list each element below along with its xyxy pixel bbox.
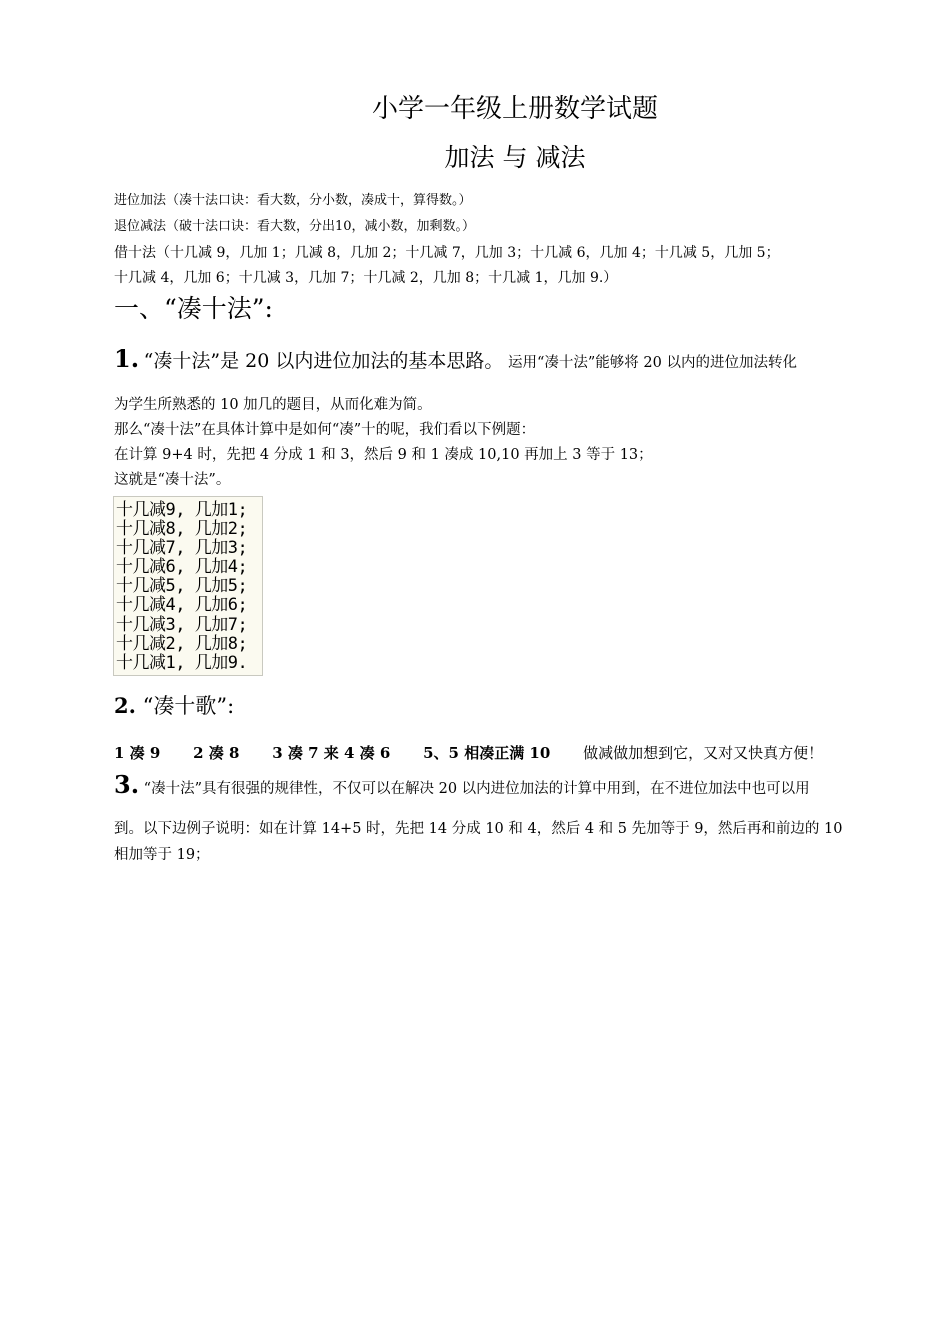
paragraph-3-line3: 相加等于 19； xyxy=(114,847,210,863)
rule-jinwei: 进位加法（凑十法口诀：看大数，分小数，凑成十，算得数。） xyxy=(114,193,472,208)
paragraph-1-number: 1. xyxy=(114,344,140,373)
mnemonic-line: 十几减8, 几加2; xyxy=(116,519,248,540)
paragraph-2-number: 2. xyxy=(114,693,136,718)
paragraph-3-line2: 到。以下边例子说明：如在计算 14+5 时，先把 14 分成 10 和 4，然后 4 和 5 先加等于 9，然后再和前边的 10 xyxy=(114,821,843,837)
mnemonic-line: 十几减7, 几加3; xyxy=(116,538,248,559)
paragraph-1-line3: 那么“凑十法”在具体计算中是如何“凑”十的呢，我们看以下例题： xyxy=(114,422,536,438)
paragraph-1-tail: 运用“凑十法”能够将 20 以内的进位加法转化 xyxy=(507,355,797,371)
paragraph-3-number: 3. xyxy=(114,770,140,799)
song-pair-4: 5、5 相凑正满 10 xyxy=(423,744,551,762)
paragraph-3-text: “凑十法”具有很强的规律性，不仅可以在解决 20 以内进位加法的计算中用到，在不进位加法中也可以用 xyxy=(143,781,810,797)
song-pair-2: 2 凑 8 xyxy=(193,744,240,762)
document-title: 小学一年级上册数学试题 xyxy=(371,94,658,124)
mnemonic-line: 十几减1, 几加9. xyxy=(116,652,248,673)
paragraph-1-line4: 在计算 9+4 时，先把 4 分成 1 和 3，然后 9 和 1 凑成 10,10 再加上 3 等于 13； xyxy=(114,447,653,463)
paragraph-3-line1 xyxy=(114,770,810,799)
paragraph-1-line1 xyxy=(114,344,797,373)
rule-tuiwei: 退位减法（破十法口诀：看大数，分出10，减小数，加剩数。） xyxy=(114,219,476,234)
section-heading: 一、“凑十法”: xyxy=(114,294,273,323)
paragraph-1-lead: “凑十法”是 20 以内进位加法的基本思路。 xyxy=(143,350,504,372)
document-subtitle: 加法 与 减法 xyxy=(444,143,586,172)
mnemonic-line: 十几减6, 几加4; xyxy=(116,557,248,578)
mnemonic-line: 十几减4, 几加6; xyxy=(116,595,248,616)
paragraph-1-line5: 这就是“凑十法”。 xyxy=(114,472,231,488)
mnemonic-line: 十几减5, 几加5; xyxy=(116,576,248,597)
rule-jieshi-line2: 十几减 4，几加 6；十几减 3，几加 7；十几减 2，几加 8；十几减 1，几加 9.） xyxy=(114,270,618,286)
mnemonic-line: 十几减2, 几加8; xyxy=(116,633,248,654)
song-closing: 做减做加想到它，又对又快真方便！ xyxy=(583,744,824,762)
paragraph-1-line2: 为学生所熟悉的 10 加几的题目，从而化难为简。 xyxy=(114,397,432,413)
paragraph-2-heading xyxy=(114,690,234,720)
paragraph-2-title: “凑十歌”: xyxy=(142,694,235,718)
mnemonic-picture xyxy=(113,496,263,676)
song-pair-3: 3 凑 7 来 4 凑 6 xyxy=(272,744,391,762)
rule-jieshi-line1: 借十法（十几减 9，几加 1；几减 8，几加 2；十几减 7，几加 3；十几减 6，几加 4；十几减 5，几加 5； xyxy=(114,245,780,261)
song-line xyxy=(114,742,823,763)
mnemonic-line: 十几减3, 几加7; xyxy=(116,614,248,635)
mnemonic-line: 十几减9, 几加1; xyxy=(116,500,248,520)
song-pair-1: 1 凑 9 xyxy=(114,744,161,762)
